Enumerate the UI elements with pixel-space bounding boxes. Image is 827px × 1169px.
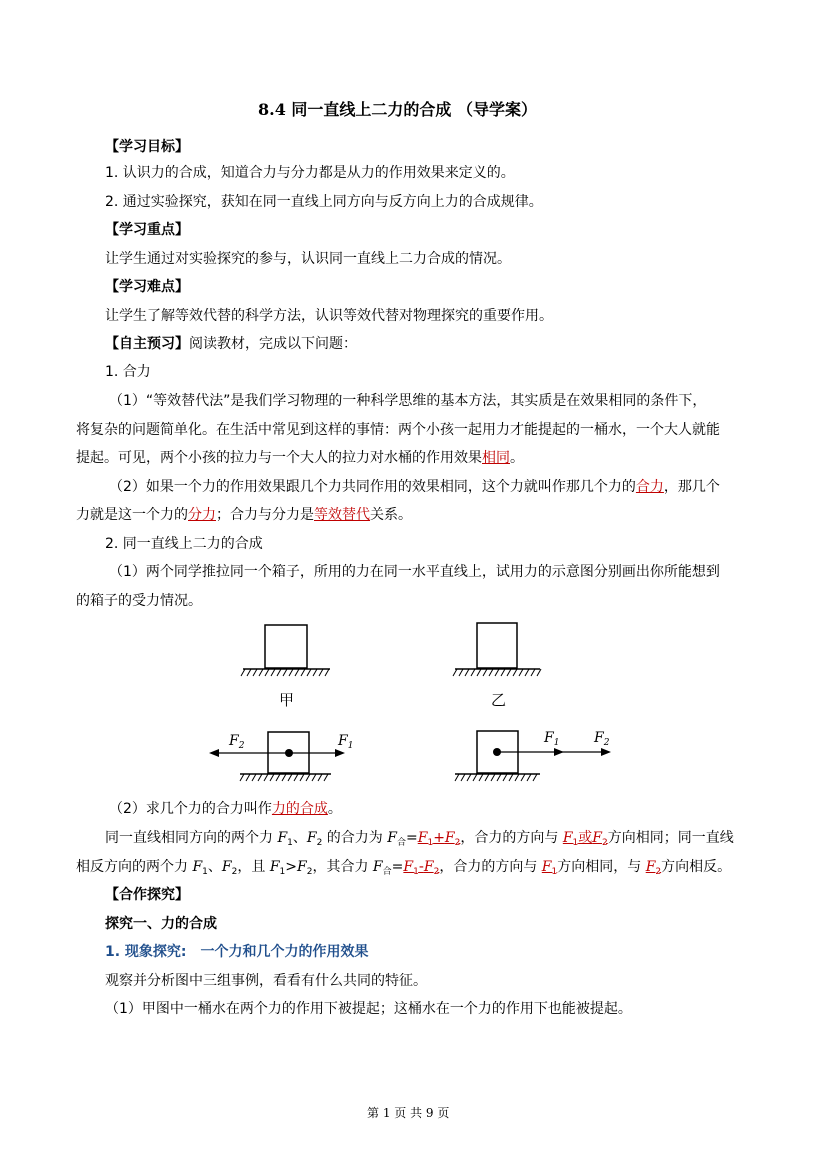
- arrow-F1-mid: [554, 748, 564, 756]
- para-2a-text: （2）如果一个力的作用效果跟几个力共同作用的效果相同，这个力就叫作那几个力的: [109, 479, 636, 495]
- figure-label-a: 甲: [279, 691, 295, 709]
- para-4: [109, 799, 342, 819]
- para-4-end: 。: [327, 801, 342, 817]
- label-F2-left: $F_2$: [229, 733, 245, 751]
- para-3a: （1）两个同学推拉同一个箱子，所用的力在同一水平直线上，试用力的示意图分别画出你所能想到: [109, 564, 720, 580]
- para-1c-end: 。: [510, 450, 524, 466]
- diagram-box-a: [241, 625, 330, 676]
- para-4-text: （2）求几个力的合力叫作: [109, 801, 272, 817]
- answer-dir-F1: $F_1$: [541, 859, 558, 877]
- goals-heading: 【学习目标】: [105, 139, 189, 155]
- para-2b-mid: ；合力与分力是: [216, 507, 314, 523]
- figure-label-b: 乙: [491, 691, 507, 709]
- page-footer: 第 1 页 共 9 页: [367, 1106, 450, 1120]
- arrow-F2-end: [601, 748, 611, 756]
- label-F1-mid: $F_1$: [544, 730, 560, 748]
- arrow-F1-right: [335, 749, 345, 757]
- preview-intro: 阅读教材，完成以下问题：: [189, 336, 357, 352]
- para-1a: （1）“等效替代法”是我们学习物理的一种科学思维的基本方法，其实质是在效果相同的条件下，: [109, 393, 707, 409]
- answer-equivalent: 等效替代: [314, 507, 370, 523]
- para-1b: 将复杂的问题简单化。在生活中常见到这样的事情：两个小孩一起用力才能提起的一桶水，一个大人就能: [76, 422, 720, 438]
- inquiry-1-heading: 探究一、力的合成: [105, 916, 217, 932]
- section-2-heading: 2. 同一直线上二力的合成: [105, 536, 263, 552]
- answer-sum: $F_1+F_2$: [417, 830, 461, 848]
- diagram-opposite-forces: [209, 732, 353, 781]
- section-1-heading: 1. 合力: [105, 364, 151, 380]
- para-3b: 的箱子的受力情况。: [76, 593, 202, 609]
- key-text: 让学生通过对实验探究的参与，认识同一直线上二力合成的情况。: [105, 251, 511, 267]
- label-F1-right: $F_1$: [338, 733, 354, 751]
- point-d: [493, 748, 501, 756]
- goal-1: 1. 认识力的合成，知道合力与分力都是从力的作用效果来定义的。: [105, 165, 515, 181]
- arrow-F2-left: [209, 749, 219, 757]
- key-heading: 【学习重点】: [105, 222, 189, 238]
- answer-same-dir: $F_1$或$F_2$: [562, 830, 608, 848]
- difficulty-heading: 【学习难点】: [105, 279, 189, 295]
- answer-component: 分力: [188, 507, 216, 523]
- difficulty-text: 让学生了解等效代替的科学方法，认识等效代替对物理探究的重要作用。: [105, 308, 553, 324]
- diagram-same-direction: [455, 730, 611, 781]
- para-2a-end: ，那几个: [663, 479, 720, 495]
- answer-resultant: 合力: [635, 479, 664, 495]
- box-b: [477, 623, 517, 668]
- preview-heading: 【自主预习】: [105, 336, 189, 352]
- para-5b: 相反方向的两个力 $F_1$、$F_2$，且 $F_1>F_2$，其合力 $F_合=F_1-F_2$，合力的方向与 $F_1$方向相同，与 $F_2$方向相反。: [76, 859, 732, 877]
- coop-heading: 【合作探究】: [105, 887, 189, 903]
- answer-dir-F2: $F_2$: [645, 859, 662, 877]
- para-5a: 同一直线相同方向的两个力 $F_1$、$F_2$ 的合力为 $F_合=F_1+F_2$，合力的方向与 $F_1$或$F_2$方向相同；同一直线: [105, 830, 734, 848]
- phenomenon-heading: 1. 现象探究: 一个力和几个力的作用效果: [105, 944, 369, 960]
- last-line: （1）甲图中一桶水在两个力的作用下被提起；这桶水在一个力的作用下也能被提起。: [105, 1001, 632, 1017]
- para-2b-end: 关系。: [370, 507, 412, 523]
- answer-diff: $F_1-F_2$: [403, 859, 440, 877]
- para-2b-text: 力就是这一个力的: [76, 507, 188, 523]
- point-c: [285, 749, 293, 757]
- observe-text: 观察并分析图中三组事例，看看有什么共同的特征。: [105, 973, 427, 989]
- goal-2: 2. 通过实验探究，获知在同一直线上同方向与反方向上力的合成规律。: [105, 194, 543, 210]
- box-a: [265, 625, 307, 668]
- label-F2-end: $F_2$: [594, 730, 610, 748]
- answer-same: 相同: [482, 450, 510, 466]
- answer-composition: 力的合成: [271, 801, 328, 817]
- para-1c-text: 提起。可见，两个小孩的拉力与一个大人的拉力对水桶的作用效果: [76, 450, 482, 466]
- page-title: 8.4 同一直线上二力的合成 （导学案）: [258, 100, 537, 119]
- diagram-box-b: [453, 623, 541, 676]
